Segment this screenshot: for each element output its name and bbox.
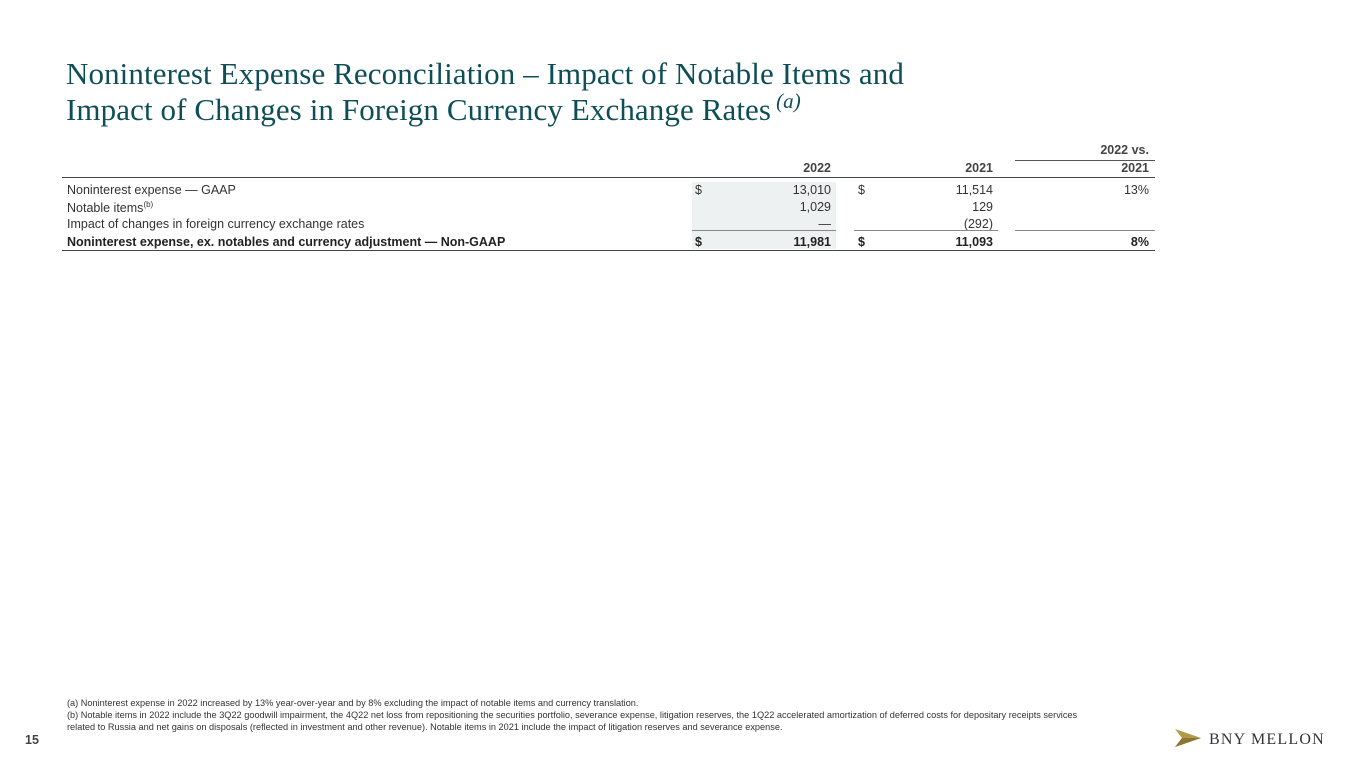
value-2021: (292)	[963, 217, 993, 231]
value-change: 13%	[1123, 183, 1149, 197]
bny-mellon-arrow-icon	[1175, 728, 1201, 753]
footnote-a: (a) Noninterest expense in 2022 increased by 13% year-over-year and by 8% excluding the impact of notable items and currency translation.	[67, 698, 639, 708]
reconciliation-table	[62, 140, 1155, 252]
value-2021: 129	[972, 200, 993, 214]
row-label-text: Notable items	[67, 201, 144, 216]
value-2022: 13,010	[792, 183, 831, 197]
table-row	[62, 217, 1155, 234]
page-number: 15	[25, 733, 39, 747]
header-2021: 2021	[965, 161, 993, 175]
subtotal-rule-2022	[692, 230, 836, 231]
currency-2022: $	[695, 183, 702, 197]
table-row	[62, 183, 1155, 200]
value-2021: 11,093	[955, 235, 993, 249]
title-line-2	[66, 89, 1066, 131]
table-bottom-rule	[62, 250, 1155, 251]
value-change: 8%	[1130, 235, 1149, 249]
row-label: Impact of changes in foreign currency exchange rates	[67, 217, 365, 231]
table-header-row	[62, 158, 1155, 176]
footnote-b-line-1: (b) Notable items in 2022 include the 3Q22 goodwill impairment, the 4Q22 net loss from repositioning the securities portfolio, severance expense, litigation reserves, the 1Q22 accelerated amortization of deferred costs for depositary receipts services	[67, 710, 1078, 720]
subtotal-rule-change	[1015, 230, 1155, 231]
value-2021: 11,514	[955, 183, 993, 197]
subtotal-rule-2021	[854, 230, 998, 231]
row-label: Noninterest expense — GAAP	[67, 183, 236, 197]
title-line-2-text: Impact of Changes in Foreign Currency Exchange Rates	[66, 92, 772, 127]
title-superscript: (a)	[776, 89, 801, 113]
table-header-group-row	[62, 140, 1155, 158]
header-bottom-rule	[62, 177, 1155, 178]
header-change-group: 2022 vs.	[1100, 143, 1149, 157]
bny-mellon-logo	[1175, 729, 1325, 751]
title-line-1: Noninterest Expense Reconciliation – Impact of Notable Items and	[66, 56, 904, 91]
table-row	[62, 200, 1155, 217]
value-2022: 1,029	[799, 200, 831, 214]
currency-2021: $	[858, 183, 865, 197]
row-label-superscript: (b)	[143, 200, 154, 209]
value-2022: 11,981	[793, 235, 831, 249]
page-title	[66, 56, 1066, 131]
currency-2021: $	[858, 235, 865, 249]
row-label	[67, 200, 153, 215]
header-change: 2021	[1121, 161, 1149, 175]
footnote-b-line-2: related to Russia and net gains on disposals (reflected in investment and other revenue). Notable items in 2021 include the impact of litigation reserves and severance expense.	[67, 722, 783, 732]
footnotes	[67, 697, 1177, 733]
currency-2022: $	[695, 235, 702, 249]
header-2022: 2022	[803, 161, 831, 175]
row-label: Noninterest expense, ex. notables and currency adjustment — Non-GAAP	[67, 235, 506, 249]
logo-wordmark: BNY MELLON	[1209, 731, 1325, 748]
value-2022: —	[818, 217, 831, 231]
